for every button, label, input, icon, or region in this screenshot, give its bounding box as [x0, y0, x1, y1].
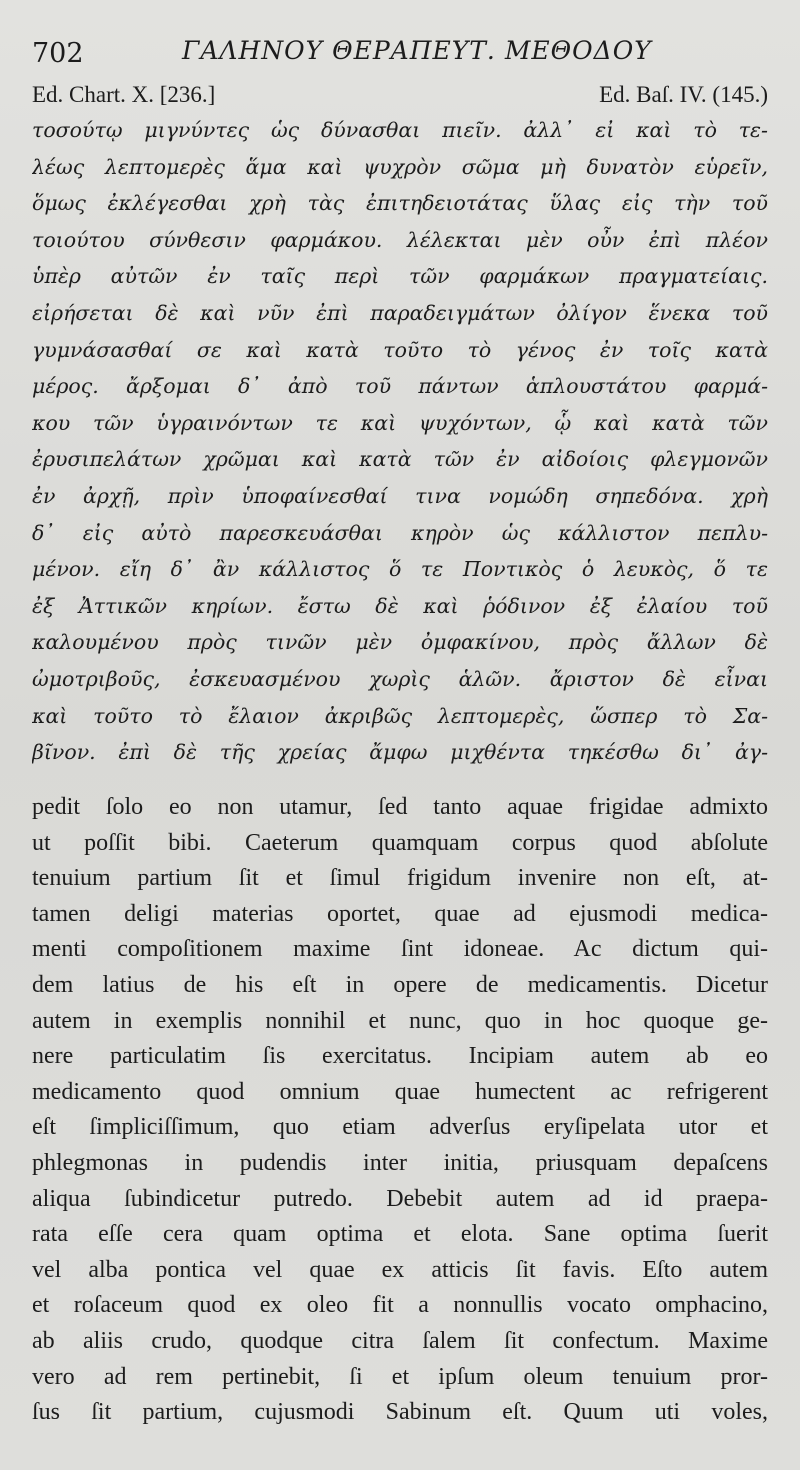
- latin-line: dem latius de his eſt in opere de medicamentis. Dicetur: [32, 971, 768, 998]
- latin-line: vero ad rem pertinebit, ſi et ipſum oleum tenuium pror-: [32, 1363, 768, 1390]
- latin-line: menti compoſitionem maxime ſint idoneae. Ac dictum qui-: [32, 936, 768, 963]
- page-number: 702: [32, 38, 84, 69]
- greek-line: τοσούτῳ μιγνύντες ὡς δύνασθαι πιεῖν. ἀλλ᾽ εἰ καὶ τὸ τε-: [32, 118, 768, 142]
- greek-line: εἰρήσεται δὲ καὶ νῦν ἐπὶ παραδειγμάτων ὀλίγον ἕνεκα τοῦ: [32, 300, 768, 325]
- latin-line: eſt ſimpliciſſimum, quo etiam adverſus eryſipelata utor et: [32, 1114, 768, 1141]
- greek-line: καὶ τοῦτο τὸ ἔλαιον ἀκριβῶς λεπτομερὲς, ὥσπερ τὸ Σα-: [32, 703, 768, 728]
- greek-line: ὅμως ἐκλέγεσθαι χρὴ τὰς ἐπιτηδειοτάτας ὕλας εἰς τὴν τοῦ: [32, 191, 768, 216]
- latin-line: aliqua ſubindicetur putredo. Debebit autem ad id praepa-: [32, 1185, 768, 1212]
- greek-line: γυμνάσασθαί σε καὶ κατὰ τοῦτο τὸ γένος ἐν τοῖς κατὰ: [32, 337, 768, 362]
- greek-line: ἐξ Ἀττικῶν κηρίων. ἔστω δὲ καὶ ῥόδινον ἐξ ἐλαίου τοῦ: [32, 593, 768, 618]
- latin-line: rata eſſe cera quam optima et elota. Sane optima ſuerit: [32, 1221, 768, 1248]
- greek-line: δ᾽ εἰς αὐτὸ παρεσκευάσθαι κηρὸν ὡς κάλλιστον πεπλυ-: [32, 520, 768, 545]
- greek-line: καλουμένου πρὸς τινῶν μὲν ὀμφακίνου, πρὸς ἄλλων δὲ: [32, 630, 768, 655]
- greek-line: ἐν ἀρχῇ, πρὶν ὑποφαίνεσθαί τινα νομώδη σηπεδόνα. χρὴ: [32, 483, 768, 508]
- latin-line: ut poſſit bibi. Caeterum quamquam corpus quod abſolute: [32, 829, 768, 856]
- latin-line: ab aliis crudo, quodque citra ſalem ſit confectum. Maxime: [32, 1327, 768, 1354]
- greek-line: ὑπὲρ αὐτῶν ἐν ταῖς περὶ τῶν φαρμάκων πραγματείαις.: [32, 264, 768, 289]
- greek-line: ὠμοτριβοῦς, ἐσκευασμένου χωρὶς ἁλῶν. ἄριστον δὲ εἶναι: [32, 666, 768, 691]
- greek-line: λέως λεπτομερὲς ἅμα καὶ ψυχρὸν σῶμα μὴ δυνατὸν εὑρεῖν,: [32, 154, 768, 179]
- latin-line: ſus ſit partium, cujusmodi Sabinum eſt. Quum uti voles,: [32, 1399, 768, 1426]
- greek-line: τοιούτου σύνθεσιν φαρμάκου. λέλεκται μὲν οὖν ἐπὶ πλέον: [32, 227, 768, 252]
- edition-basel-reference: Ed. Baſ. IV. (145.): [599, 82, 768, 107]
- greek-line: μέρος. ἄρξομαι δ᾽ ἀπὸ τοῦ πάντων ἁπλουστάτου φαρμά-: [32, 374, 768, 399]
- greek-line: κου τῶν ὑγραινόντων τε καὶ ψυχόντων, ᾧ καὶ κατὰ τῶν: [32, 410, 768, 435]
- latin-line: phlegmonas in pudendis inter initia, priusquam depaſcens: [32, 1149, 768, 1176]
- edition-chart-reference: Ed. Chart. X. [236.]: [32, 82, 216, 107]
- running-title: ΓΑΛΗΝΟΥ ΘΕΡΑΠΕΥΤ. ΜΕΘΟΔΟΥ: [182, 36, 652, 65]
- edition-reference-line: [32, 82, 768, 112]
- latin-line: nere particulatim ſis exercitatus. Incipiam autem ab eo: [32, 1043, 768, 1070]
- latin-text-block: [32, 790, 768, 1431]
- latin-line: tamen deligi materias oportet, quae ad ejusmodi medica-: [32, 900, 768, 927]
- latin-line: et roſaceum quod ex oleo fit a nonnullis vocato omphacino,: [32, 1292, 768, 1319]
- greek-line: ἐρυσιπελάτων χρῶμαι καὶ κατὰ τῶν ἐν αἰδοίοις φλεγμονῶν: [32, 447, 768, 472]
- latin-line: medicamento quod omnium quae humectent ac refrigerent: [32, 1078, 768, 1105]
- greek-line: βῖνον. ἐπὶ δὲ τῆς χρείας ἄμφω μιχθέντα τηκέσθω δι᾽ ἀγ-: [32, 740, 768, 765]
- latin-line: vel alba pontica vel quae ex atticis ſit favis. Eſto autem: [32, 1256, 768, 1283]
- greek-text-block: [32, 112, 768, 771]
- latin-line: autem in exemplis nonnihil et nunc, quo in hoc quoque ge-: [32, 1007, 768, 1034]
- latin-line: pedit ſolo eo non utamur, ſed tanto aquae frigidae admixto: [32, 794, 768, 820]
- greek-line: μένον. εἴη δ᾽ ἂν κάλλιστος ὅ τε Ποντικὸς ὁ λευκὸς, ὅ τε: [32, 557, 768, 582]
- latin-line: tenuium partium ſit et ſimul frigidum invenire non eſt, at-: [32, 865, 768, 892]
- page-header: [32, 36, 772, 80]
